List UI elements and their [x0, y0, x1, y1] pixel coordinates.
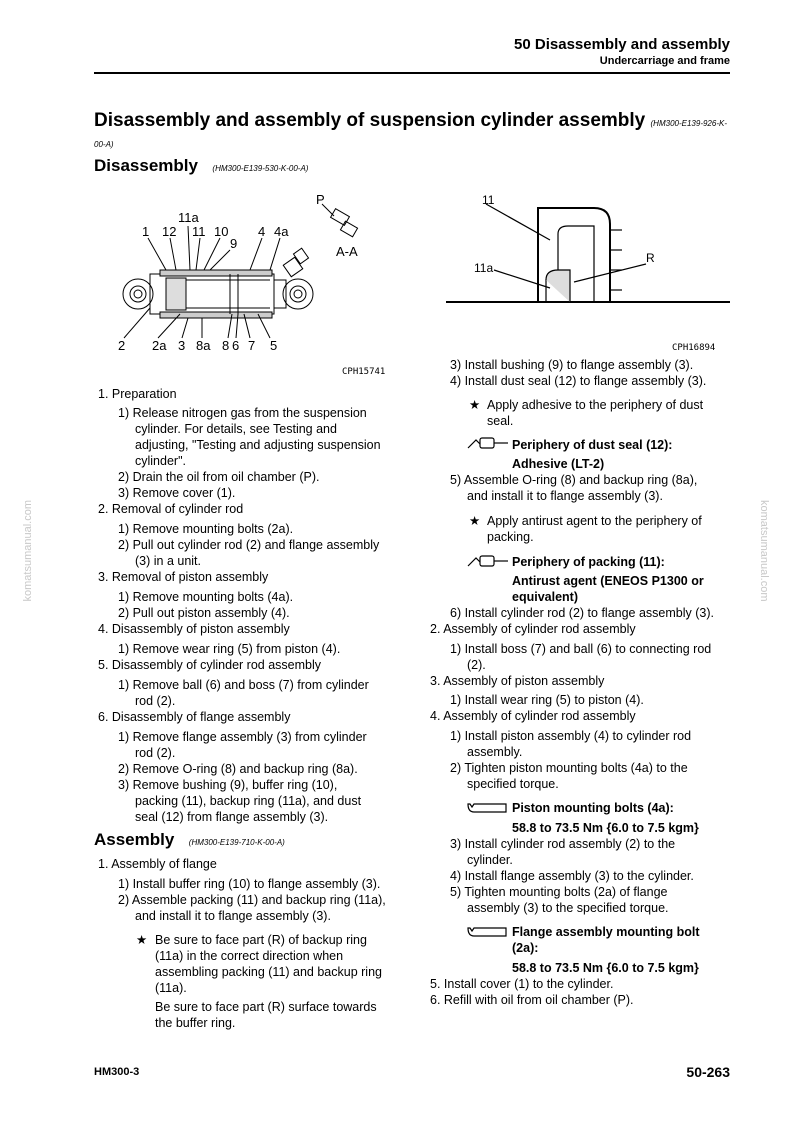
note-backup-line2: (11a) in the correct direction when	[155, 949, 344, 963]
fig1-label-p: P	[316, 192, 325, 207]
spec-packing-label: Periphery of packing (11):	[512, 555, 665, 569]
backup-ring-detail-figure	[446, 190, 730, 355]
asm-step-2-1-line1: 1) Install boss (7) and ball (6) to connecting rod	[450, 642, 712, 656]
step-6-3-line2: packing (11), backup ring (11a), and dust	[135, 794, 362, 808]
page-title-code-cont: 00-A)	[94, 140, 114, 149]
page-number: 50-263	[686, 1064, 730, 1080]
fig1-label-9: 9	[230, 236, 238, 251]
section-subtitle: Undercarriage and frame	[599, 55, 730, 67]
fig1-label-10: 10	[214, 224, 229, 239]
fig1-label-11: 11	[192, 224, 206, 239]
asm-step-4-2-line2: specified torque.	[467, 777, 559, 791]
step-5-1-line1: 1) Remove ball (6) and boss (7) from cylinder	[118, 678, 369, 692]
asm-step-5: 5. Install cover (1) to the cylinder.	[430, 977, 614, 991]
torque-wrench-icon	[466, 801, 510, 815]
asm-step-1-2-line2: and install it to flange assembly (3).	[135, 909, 331, 923]
fig2-label-r: R	[646, 251, 655, 265]
fig1-code: CPH15741	[342, 367, 386, 377]
header-divider	[94, 72, 730, 74]
step-4-heading: 4. Disassembly of piston assembly	[98, 622, 290, 636]
asm-step-4-3-line2: cylinder.	[467, 853, 513, 867]
asm-step-6: 6. Refill with oil from oil chamber (P).	[430, 993, 634, 1007]
disassembly-heading	[94, 156, 308, 176]
fig1-label-3: 3	[178, 338, 186, 353]
fig1-label-2a: 2a	[152, 338, 167, 353]
watermark-right: komatsumanual.com	[758, 500, 770, 602]
spec-packing-value-line1: Antirust agent (ENEOS P1300 or	[512, 574, 704, 588]
asm-step-1-6: 6) Install cylinder rod (2) to flange assembly (3).	[450, 606, 714, 620]
step-2-2-line1: 2) Pull out cylinder rod (2) and flange assembly	[118, 538, 380, 552]
spec-dust-seal-label: Periphery of dust seal (12):	[512, 438, 673, 452]
asm-step-1-4: 4) Install dust seal (12) to flange assembly (3).	[450, 374, 707, 388]
asm-step-1-heading: 1. Assembly of flange	[98, 857, 217, 871]
suspension-cylinder-figure	[110, 190, 400, 380]
asm-step-4-heading: 4. Assembly of cylinder rod assembly	[430, 709, 636, 723]
fig1-label-6: 6	[232, 338, 240, 353]
step-6-1-line2: rod (2).	[135, 746, 176, 760]
page-title-code: (HM300-E139-926-K-	[650, 119, 727, 128]
disassembly-code: (HM300-E139-530-K-00-A)	[212, 164, 309, 173]
step-1-1-line3: adjusting, "Testing and adjusting suspension	[135, 438, 381, 452]
step-3-heading: 3. Removal of piston assembly	[98, 570, 269, 584]
fig1-label-2: 2	[118, 338, 126, 353]
fig2-code: CPH16894	[672, 343, 716, 353]
step-6-heading: 6. Disassembly of flange assembly	[98, 710, 291, 724]
fig1-label-8: 8	[222, 338, 230, 353]
spec-piston-bolts-label: Piston mounting bolts (4a):	[512, 801, 674, 815]
step-1-1-line2: cylinder. For details, see Testing and	[135, 422, 337, 436]
step-2-1: 1) Remove mounting bolts (2a).	[118, 522, 294, 536]
asm-step-4-1-line1: 1) Install piston assembly (4) to cylinder rod	[450, 729, 692, 743]
spec-flange-bolt-value: 58.8 to 73.5 Nm {6.0 to 7.5 kgm}	[512, 961, 699, 975]
spec-packing-value-line2: equivalent)	[512, 590, 578, 604]
page-title	[94, 110, 727, 132]
asm-step-3-1: 1) Install wear ring (5) to piston (4).	[450, 693, 644, 707]
step-1-preparation: 1. Preparation	[98, 387, 177, 401]
fig1-label-1: 1	[142, 224, 150, 239]
asm-step-4-5-line1: 5) Tighten mounting bolts (2a) of flange	[450, 885, 668, 899]
step-1-1-line1: 1) Release nitrogen gas from the suspension	[118, 406, 367, 420]
fig1-label-8a: 8a	[196, 338, 211, 353]
fig1-label-4a: 4a	[274, 224, 289, 239]
spec-flange-bolt-label-line1: Flange assembly mounting bolt	[512, 925, 700, 939]
footer-model: HM300-3	[94, 1066, 140, 1078]
assembly-title: Assembly	[94, 830, 175, 849]
asm-step-4-1-line2: assembly.	[467, 745, 523, 759]
step-3-2: 2) Pull out piston assembly (4).	[118, 606, 290, 620]
note-backup-line6: the buffer ring.	[155, 1016, 236, 1030]
star-icon: ★	[136, 933, 148, 947]
assembly-code: (HM300-E139-710-K-00-A)	[188, 838, 285, 847]
disassembly-title: Disassembly	[94, 156, 198, 175]
step-6-1-line1: 1) Remove flange assembly (3) from cylinder	[118, 730, 367, 744]
fig1-label-7: 7	[248, 338, 256, 353]
asm-step-1-1: 1) Install buffer ring (10) to flange assembly (3).	[118, 877, 381, 891]
step-2-heading: 2. Removal of cylinder rod	[98, 502, 244, 516]
step-6-3-line3: seal (12) from flange assembly (3).	[135, 810, 329, 824]
asm-step-2-heading: 2. Assembly of cylinder rod assembly	[430, 622, 636, 636]
fig2-label-11a: 11a	[474, 261, 494, 275]
step-5-heading: 5. Disassembly of cylinder rod assembly	[98, 658, 321, 672]
step-1-3: 3) Remove cover (1).	[118, 486, 236, 500]
spec-dust-seal-value: Adhesive (LT-2)	[512, 457, 605, 471]
step-5-1-line2: rod (2).	[135, 694, 176, 708]
step-1-2: 2) Drain the oil from oil chamber (P).	[118, 470, 320, 484]
adhesive-icon	[466, 554, 510, 568]
adhesive-icon	[466, 436, 510, 450]
asm-step-1-5-line2: and install it to flange assembly (3).	[467, 489, 663, 503]
note-adhesive-line1: Apply adhesive to the periphery of dust	[487, 398, 704, 412]
page-title-text: Disassembly and assembly of suspension cylinder assembly	[94, 110, 646, 131]
fig1-label-4: 4	[258, 224, 266, 239]
asm-step-4-2-line1: 2) Tighten piston mounting bolts (4a) to the	[450, 761, 688, 775]
asm-step-1-2-line1: 2) Assemble packing (11) and backup ring (11a),	[118, 893, 386, 907]
note-backup-line5: Be sure to face part (R) surface towards	[155, 1000, 377, 1014]
asm-step-4-4: 4) Install flange assembly (3) to the cylinder.	[450, 869, 694, 883]
step-6-3-line1: 3) Remove bushing (9), buffer ring (10),	[118, 778, 338, 792]
step-1-1-line4: cylinder".	[135, 454, 186, 468]
star-icon: ★	[469, 514, 481, 528]
note-antirust-line1: Apply antirust agent to the periphery of	[487, 514, 702, 528]
spec-flange-bolt-label-line2: (2a):	[512, 941, 539, 955]
note-backup-line1: Be sure to face part (R) of backup ring	[155, 933, 367, 947]
step-6-2: 2) Remove O-ring (8) and backup ring (8a).	[118, 762, 358, 776]
asm-step-4-3-line1: 3) Install cylinder rod assembly (2) to the	[450, 837, 676, 851]
asm-step-4-5-line2: assembly (3) to the specified torque.	[467, 901, 669, 915]
fig1-label-5: 5	[270, 338, 278, 353]
asm-step-3-heading: 3. Assembly of piston assembly	[430, 674, 605, 688]
star-icon: ★	[469, 398, 481, 412]
step-4-1: 1) Remove wear ring (5) from piston (4).	[118, 642, 341, 656]
note-adhesive-line2: seal.	[487, 414, 514, 428]
assembly-heading	[94, 830, 285, 850]
chapter-title: 50 Disassembly and assembly	[514, 36, 730, 53]
note-backup-line4: (11a).	[155, 981, 187, 995]
asm-step-1-3: 3) Install bushing (9) to flange assembly (3).	[450, 358, 694, 372]
spec-piston-bolts-value: 58.8 to 73.5 Nm {6.0 to 7.5 kgm}	[512, 821, 699, 835]
step-3-1: 1) Remove mounting bolts (4a).	[118, 590, 294, 604]
asm-step-2-1-line2: (2).	[467, 658, 486, 672]
note-antirust-line2: packing.	[487, 530, 534, 544]
watermark-left: komatsumanual.com	[22, 500, 34, 602]
asm-step-1-5-line1: 5) Assemble O-ring (8) and backup ring (8a),	[450, 473, 698, 487]
torque-wrench-icon	[466, 925, 510, 939]
note-backup-line3: assembling packing (11) and backup ring	[155, 965, 382, 979]
fig1-label-aa: A-A	[336, 244, 358, 259]
step-2-2-line2: (3) in a unit.	[135, 554, 202, 568]
fig1-label-12: 12	[162, 224, 177, 239]
fig1-label-11a: 11a	[178, 210, 199, 225]
fig2-label-11: 11	[482, 193, 495, 207]
